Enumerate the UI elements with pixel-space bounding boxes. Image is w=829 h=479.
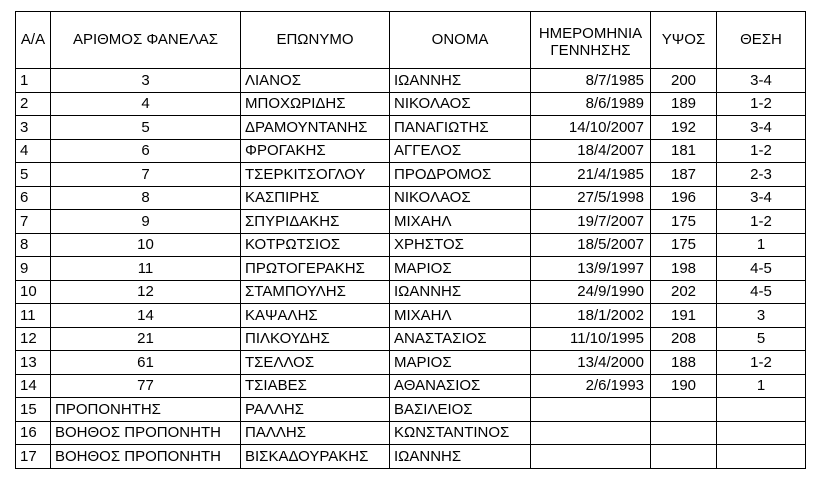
aa-cell: 6 bbox=[16, 186, 51, 210]
surname-cell: ΠΙΛΚΟΥΔΗΣ bbox=[241, 327, 390, 351]
dob-cell: 8/7/1985 bbox=[531, 69, 651, 93]
table-row bbox=[16, 304, 806, 328]
header-height: ΥΨΟΣ bbox=[651, 12, 717, 69]
table-row bbox=[16, 92, 806, 116]
header-dob-line1: ΗΜΕΡΟΜΗΝΙΑ bbox=[538, 24, 643, 42]
jersey-cell: 8 bbox=[51, 186, 241, 210]
height-cell: 192 bbox=[651, 116, 717, 140]
header-name: ΟΝΟΜΑ bbox=[390, 12, 531, 69]
jersey-cell: 61 bbox=[51, 351, 241, 375]
dob-cell: 27/5/1998 bbox=[531, 186, 651, 210]
height-cell: 200 bbox=[651, 69, 717, 93]
surname-cell: ΤΣΙΑΒΕΣ bbox=[241, 374, 390, 398]
surname-cell: ΛΙΑΝΟΣ bbox=[241, 69, 390, 93]
position-cell: 3-4 bbox=[717, 186, 806, 210]
position-cell: 3 bbox=[717, 304, 806, 328]
table-row bbox=[16, 327, 806, 351]
role-cell: ΒΟΗΘΟΣ ΠΡΟΠΟΝΗΤΗ bbox=[51, 445, 241, 469]
jersey-cell: 10 bbox=[51, 233, 241, 257]
name-cell: ΙΩΑΝΝΗΣ bbox=[390, 445, 531, 469]
position-cell: 1-2 bbox=[717, 92, 806, 116]
name-cell: ΝΙΚΟΛΑΟΣ bbox=[390, 92, 531, 116]
header-aa: Α/Α bbox=[16, 12, 51, 69]
surname-cell: ΠΡΩΤΟΓΕΡΑΚΗΣ bbox=[241, 257, 390, 281]
jersey-cell: 11 bbox=[51, 257, 241, 281]
name-cell: ΚΩΝΣΤΑΝΤΙΝΟΣ bbox=[390, 421, 531, 445]
position-cell: 1-2 bbox=[717, 351, 806, 375]
aa-cell: 14 bbox=[16, 374, 51, 398]
dob-cell-empty bbox=[531, 445, 651, 469]
table-row bbox=[16, 139, 806, 163]
aa-cell: 12 bbox=[16, 327, 51, 351]
aa-cell: 13 bbox=[16, 351, 51, 375]
height-cell: 188 bbox=[651, 351, 717, 375]
staff-row bbox=[16, 398, 806, 422]
role-cell: ΠΡΟΠΟΝΗΤΗΣ bbox=[51, 398, 241, 422]
jersey-cell: 4 bbox=[51, 92, 241, 116]
name-cell: ΜΑΡΙΟΣ bbox=[390, 257, 531, 281]
table-row bbox=[16, 257, 806, 281]
aa-cell: 9 bbox=[16, 257, 51, 281]
height-cell: 190 bbox=[651, 374, 717, 398]
height-cell: 189 bbox=[651, 92, 717, 116]
name-cell: ΙΩΑΝΝΗΣ bbox=[390, 69, 531, 93]
header-dob-line2: ΓΕΝΝΗΣΗΣ bbox=[550, 42, 631, 59]
aa-cell: 10 bbox=[16, 280, 51, 304]
position-cell: 1-2 bbox=[717, 210, 806, 234]
height-cell: 175 bbox=[651, 210, 717, 234]
header-dob bbox=[531, 12, 651, 69]
position-cell: 1-2 bbox=[717, 139, 806, 163]
aa-cell: 7 bbox=[16, 210, 51, 234]
name-cell: ΜΙΧΑΗΛ bbox=[390, 304, 531, 328]
name-cell: ΜΑΡΙΟΣ bbox=[390, 351, 531, 375]
jersey-cell: 14 bbox=[51, 304, 241, 328]
height-cell: 191 bbox=[651, 304, 717, 328]
surname-cell: ΠΑΛΛΗΣ bbox=[241, 421, 390, 445]
jersey-cell: 5 bbox=[51, 116, 241, 140]
roster-table bbox=[15, 11, 806, 469]
dob-cell: 8/6/1989 bbox=[531, 92, 651, 116]
aa-cell: 16 bbox=[16, 421, 51, 445]
position-cell: 2-3 bbox=[717, 163, 806, 187]
height-cell-empty bbox=[651, 398, 717, 422]
height-cell: 202 bbox=[651, 280, 717, 304]
surname-cell: ΡΑΛΛΗΣ bbox=[241, 398, 390, 422]
staff-row bbox=[16, 445, 806, 469]
height-cell-empty bbox=[651, 445, 717, 469]
name-cell: ΠΑΝΑΓΙΩΤΗΣ bbox=[390, 116, 531, 140]
table-row bbox=[16, 116, 806, 140]
staff-row bbox=[16, 421, 806, 445]
dob-cell: 13/9/1997 bbox=[531, 257, 651, 281]
aa-cell: 1 bbox=[16, 69, 51, 93]
header-row bbox=[16, 12, 806, 69]
role-cell: ΒΟΗΘΟΣ ΠΡΟΠΟΝΗΤΗ bbox=[51, 421, 241, 445]
name-cell: ΜΙΧΑΗΛ bbox=[390, 210, 531, 234]
jersey-cell: 21 bbox=[51, 327, 241, 351]
dob-cell: 14/10/2007 bbox=[531, 116, 651, 140]
jersey-cell: 3 bbox=[51, 69, 241, 93]
jersey-cell: 12 bbox=[51, 280, 241, 304]
surname-cell: ΤΣΕΛΛΟΣ bbox=[241, 351, 390, 375]
surname-cell: ΔΡΑΜΟΥΝΤΑΝΗΣ bbox=[241, 116, 390, 140]
dob-cell-empty bbox=[531, 421, 651, 445]
aa-cell: 2 bbox=[16, 92, 51, 116]
table-row bbox=[16, 374, 806, 398]
player-rows bbox=[16, 69, 806, 398]
table-row bbox=[16, 210, 806, 234]
height-cell: 196 bbox=[651, 186, 717, 210]
position-cell: 5 bbox=[717, 327, 806, 351]
header-surname: ΕΠΩΝΥΜΟ bbox=[241, 12, 390, 69]
header-jersey: ΑΡΙΘΜΟΣ ΦΑΝΕΛΑΣ bbox=[51, 12, 241, 69]
name-cell: ΑΘΑΝΑΣΙΟΣ bbox=[390, 374, 531, 398]
dob-cell: 18/4/2007 bbox=[531, 139, 651, 163]
aa-cell: 5 bbox=[16, 163, 51, 187]
aa-cell: 11 bbox=[16, 304, 51, 328]
dob-cell: 18/5/2007 bbox=[531, 233, 651, 257]
aa-cell: 8 bbox=[16, 233, 51, 257]
height-cell: 198 bbox=[651, 257, 717, 281]
staff-rows bbox=[16, 398, 806, 469]
name-cell: ΧΡΗΣΤΟΣ bbox=[390, 233, 531, 257]
position-cell: 1 bbox=[717, 374, 806, 398]
height-cell: 175 bbox=[651, 233, 717, 257]
jersey-cell: 77 bbox=[51, 374, 241, 398]
surname-cell: ΒΙΣΚΑΔΟΥΡΑΚΗΣ bbox=[241, 445, 390, 469]
aa-cell: 17 bbox=[16, 445, 51, 469]
dob-cell: 13/4/2000 bbox=[531, 351, 651, 375]
table-row bbox=[16, 351, 806, 375]
position-cell: 3-4 bbox=[717, 116, 806, 140]
jersey-cell: 9 bbox=[51, 210, 241, 234]
aa-cell: 4 bbox=[16, 139, 51, 163]
position-cell: 3-4 bbox=[717, 69, 806, 93]
name-cell: ΠΡΟΔΡΟΜΟΣ bbox=[390, 163, 531, 187]
surname-cell: ΜΠΟΧΩΡΙΔΗΣ bbox=[241, 92, 390, 116]
position-cell-empty bbox=[717, 398, 806, 422]
position-cell: 1 bbox=[717, 233, 806, 257]
height-cell: 208 bbox=[651, 327, 717, 351]
surname-cell: ΣΠΥΡΙΔΑΚΗΣ bbox=[241, 210, 390, 234]
table-row bbox=[16, 186, 806, 210]
name-cell: ΑΓΓΕΛΟΣ bbox=[390, 139, 531, 163]
dob-cell: 2/6/1993 bbox=[531, 374, 651, 398]
jersey-cell: 7 bbox=[51, 163, 241, 187]
dob-cell: 21/4/1985 bbox=[531, 163, 651, 187]
header-position: ΘΕΣΗ bbox=[717, 12, 806, 69]
name-cell: ΒΑΣΙΛΕΙΟΣ bbox=[390, 398, 531, 422]
position-cell: 4-5 bbox=[717, 257, 806, 281]
surname-cell: ΚΑΣΠΙΡΗΣ bbox=[241, 186, 390, 210]
aa-cell: 3 bbox=[16, 116, 51, 140]
jersey-cell: 6 bbox=[51, 139, 241, 163]
table-row bbox=[16, 163, 806, 187]
name-cell: ΙΩΑΝΝΗΣ bbox=[390, 280, 531, 304]
position-cell-empty bbox=[717, 445, 806, 469]
surname-cell: ΚΑΨΑΛΗΣ bbox=[241, 304, 390, 328]
height-cell: 181 bbox=[651, 139, 717, 163]
aa-cell: 15 bbox=[16, 398, 51, 422]
height-cell-empty bbox=[651, 421, 717, 445]
position-cell-empty bbox=[717, 421, 806, 445]
surname-cell: ΚΟΤΡΩΤΣΙΟΣ bbox=[241, 233, 390, 257]
position-cell: 4-5 bbox=[717, 280, 806, 304]
table-row bbox=[16, 280, 806, 304]
dob-cell: 19/7/2007 bbox=[531, 210, 651, 234]
surname-cell: ΦΡΟΓΑΚΗΣ bbox=[241, 139, 390, 163]
surname-cell: ΣΤΑΜΠΟΥΛΗΣ bbox=[241, 280, 390, 304]
name-cell: ΝΙΚΟΛΑΟΣ bbox=[390, 186, 531, 210]
name-cell: ΑΝΑΣΤΑΣΙΟΣ bbox=[390, 327, 531, 351]
dob-cell: 24/9/1990 bbox=[531, 280, 651, 304]
table-row bbox=[16, 233, 806, 257]
height-cell: 187 bbox=[651, 163, 717, 187]
table-row bbox=[16, 69, 806, 93]
surname-cell: ΤΣΕΡΚΙΤΣΟΓΛΟΥ bbox=[241, 163, 390, 187]
dob-cell-empty bbox=[531, 398, 651, 422]
dob-cell: 11/10/1995 bbox=[531, 327, 651, 351]
dob-cell: 18/1/2002 bbox=[531, 304, 651, 328]
